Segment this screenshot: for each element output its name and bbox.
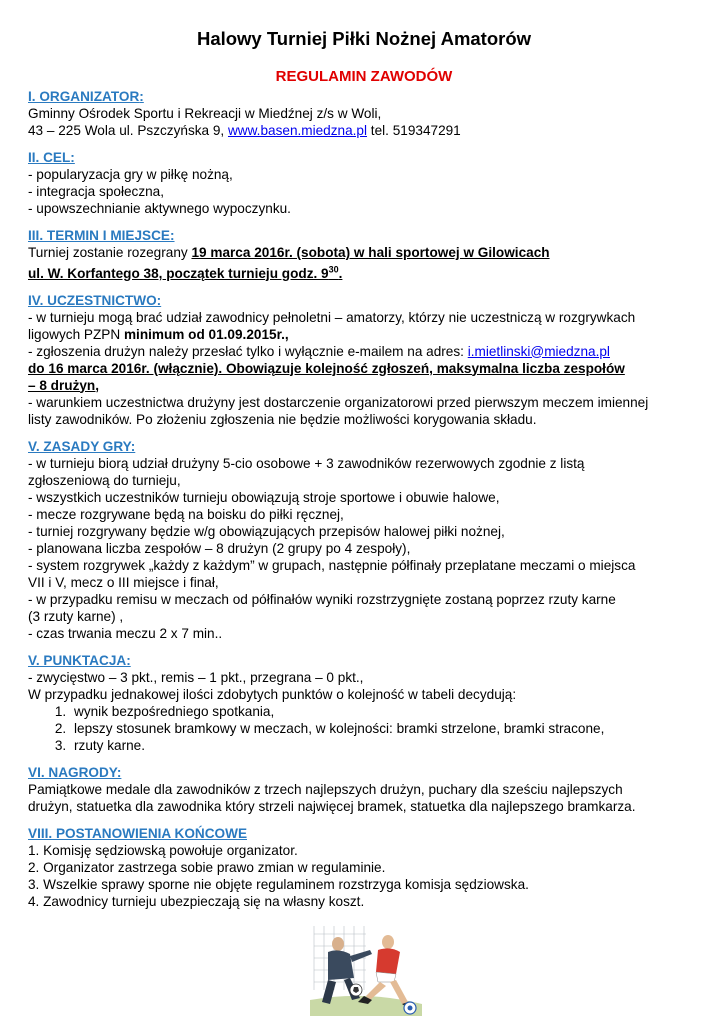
participation-line: - warunkiem uczestnictwa drużyny jest dostarczenie organizatorowi przed pierwszym meczem imiennej [28, 394, 649, 410]
rules-line: - system rozgrywek „każdy z każdym” w grupach, następnie półfinały przeplatane meczami o miejsca [28, 557, 636, 573]
section-prizes [28, 764, 700, 815]
participation-line [28, 360, 700, 377]
date-place-end: . [338, 265, 343, 281]
section-heading-participation: IV. UCZESTNICTWO: [28, 292, 162, 308]
organizer-heading-colon: : [139, 89, 144, 104]
goal-item: - integracja społeczna, [28, 184, 165, 199]
date-place-line-2 [28, 261, 700, 282]
participation-team-limit: – 8 drużyn, [28, 377, 100, 393]
section-date-place [28, 227, 700, 282]
participation-line: listy zawodników. Po złożeniu zgłoszenia nie będzie możliwości korygowania składu. [28, 411, 537, 427]
rules-line: - planowana liczba zespołów – 8 drużyn (2 grupy po 4 zespoły), [28, 540, 411, 556]
rules-line: - w przypadku remisu w meczach od półfinałów wyniki rozstrzygnięte zostaną poprzez rzuty karne [28, 591, 616, 607]
participation-line [28, 326, 700, 343]
organizer-heading-text: I. ORGANIZATOR [28, 89, 140, 104]
section-heading-date-place: III. TERMIN I MIEJSCE: [28, 228, 175, 243]
organizer-line-2 [28, 122, 700, 139]
section-rules [28, 438, 700, 642]
section-final-provisions [28, 825, 700, 910]
date-place-intro: Turniej zostanie rozegrany [28, 245, 192, 260]
final-item: 1. Komisję sędziowską powołuje organizator. [28, 842, 298, 858]
prizes-line: Pamiątkowe medale dla zawodników z trzech najlepszych drużyn, puchary dla sześciu najlepszych [28, 781, 623, 797]
participation-line [28, 343, 700, 360]
rules-line: - wszystkich uczestników turnieju obowiązują stroje sportowe i obuwie halowe, [28, 489, 500, 505]
section-heading-prizes: VI. NAGRODY: [28, 764, 122, 780]
section-heading-goal: II. CEL: [28, 150, 75, 165]
rules-line: - turniej rozgrywany będzie w/g obowiązujących przepisów halowej piłki nożnej, [28, 523, 505, 539]
date-place-time-sup: 30 [328, 264, 339, 274]
rules-line: - czas trwania meczu 2 x 7 min.. [28, 625, 223, 641]
website-link[interactable]: www.basen.miedzna.pl [227, 123, 368, 138]
email-link[interactable]: i.mietlinski@miedzna.pl [467, 343, 610, 359]
section-heading-scoring: V. PUNKTACJA: [28, 652, 131, 668]
participation-text: ligowych PZPN [28, 326, 124, 342]
tiebreak-item: 3. rzuty karne. [70, 737, 700, 754]
final-item: 2. Organizator zastrzega sobie prawo zmian w regulaminie. [28, 859, 386, 875]
scoring-line: - zwycięstwo – 3 pkt., remis – 1 pkt., przegrana – 0 pkt., [28, 669, 364, 685]
organizer-address: 43 – 225 Wola ul. Pszczyńska 9, [28, 123, 228, 138]
rules-line: - w turnieju biorą udział drużyny 5-cio osobowe + 3 zawodników rezerwowych zgodnie z listą [28, 455, 585, 471]
section-organizer [28, 88, 700, 139]
section-goal [28, 149, 700, 217]
participation-line: - w turnieju mogą brać udział zawodnicy pełnoletni – amatorzy, którzy nie uczestniczą w rozgrywkach [28, 309, 636, 325]
participation-text: - zgłoszenia drużyn należy przesłać tylko i wyłącznie e-mailem na adres: [28, 343, 468, 359]
tiebreak-list [28, 703, 700, 754]
organizer-line-1: Gminny Ośrodek Sportu i Rekreacji w Miedźnej z/s w Woli, [28, 106, 382, 121]
scoring-line: W przypadku jednakowej ilości zdobytych punktów o kolejność w tabeli decydują: [28, 686, 517, 702]
goal-item: - popularyzacja gry w piłkę nożną, [28, 167, 233, 182]
rules-line: - mecze rozgrywane będą na boisku do piłki ręcznej, [28, 506, 344, 522]
organizer-phone: tel. 519347291 [367, 123, 461, 138]
participation-line [28, 377, 700, 394]
document-title: Halowy Turniej Piłki Nożnej Amatorów [196, 28, 532, 49]
rules-line: zgłoszeniową do turnieju, [28, 472, 181, 488]
date-place-date: 19 marca 2016r. (sobota) w hali sportowej w Gilowicach [191, 245, 550, 260]
participation-min-date: minimum od 01.09.2015r., [123, 326, 289, 342]
date-place-address: ul. W. Korfantego 38, początek turnieju godz. 9 [28, 265, 329, 281]
football-players-illustration [310, 920, 422, 1016]
document-subtitle: REGULAMIN ZAWODÓW [275, 68, 453, 85]
section-heading-organizer [28, 88, 700, 105]
rules-line: VII i V, mecz o III miejsce i finał, [28, 574, 219, 590]
section-participation [28, 292, 700, 428]
section-heading-rules: V. ZASADY GRY: [28, 438, 136, 454]
tiebreak-item: 1. wynik bezpośredniego spotkania, [70, 703, 700, 720]
final-item: 3. Wszelkie sprawy sporne nie objęte regulaminem rozstrzyga komisja sędziowska. [28, 876, 529, 892]
date-place-line-1 [28, 244, 700, 261]
prizes-line: drużyn, statuetka dla zawodnika który strzeli najwięcej bramek, statuetka dla najlepszego bramkarza. [28, 798, 636, 814]
participation-deadline: do 16 marca 2016r. (włącznie). Obowiązuje kolejność zgłoszeń, maksymalna liczba zespołów [28, 360, 625, 376]
section-scoring [28, 652, 700, 754]
rules-line: (3 rzuty karne) , [28, 608, 124, 624]
tiebreak-item: 2. lepszy stosunek bramkowy w meczach, w kolejności: bramki strzelone, bramki stracone, [70, 720, 700, 737]
section-heading-final: VIII. POSTANOWIENIA KOŃCOWE [28, 825, 248, 841]
document-page [28, 22, 700, 910]
goal-item: - upowszechnianie aktywnego wypoczynku. [28, 201, 291, 216]
final-item: 4. Zawodnicy turnieju ubezpieczają się na własny koszt. [28, 893, 365, 909]
